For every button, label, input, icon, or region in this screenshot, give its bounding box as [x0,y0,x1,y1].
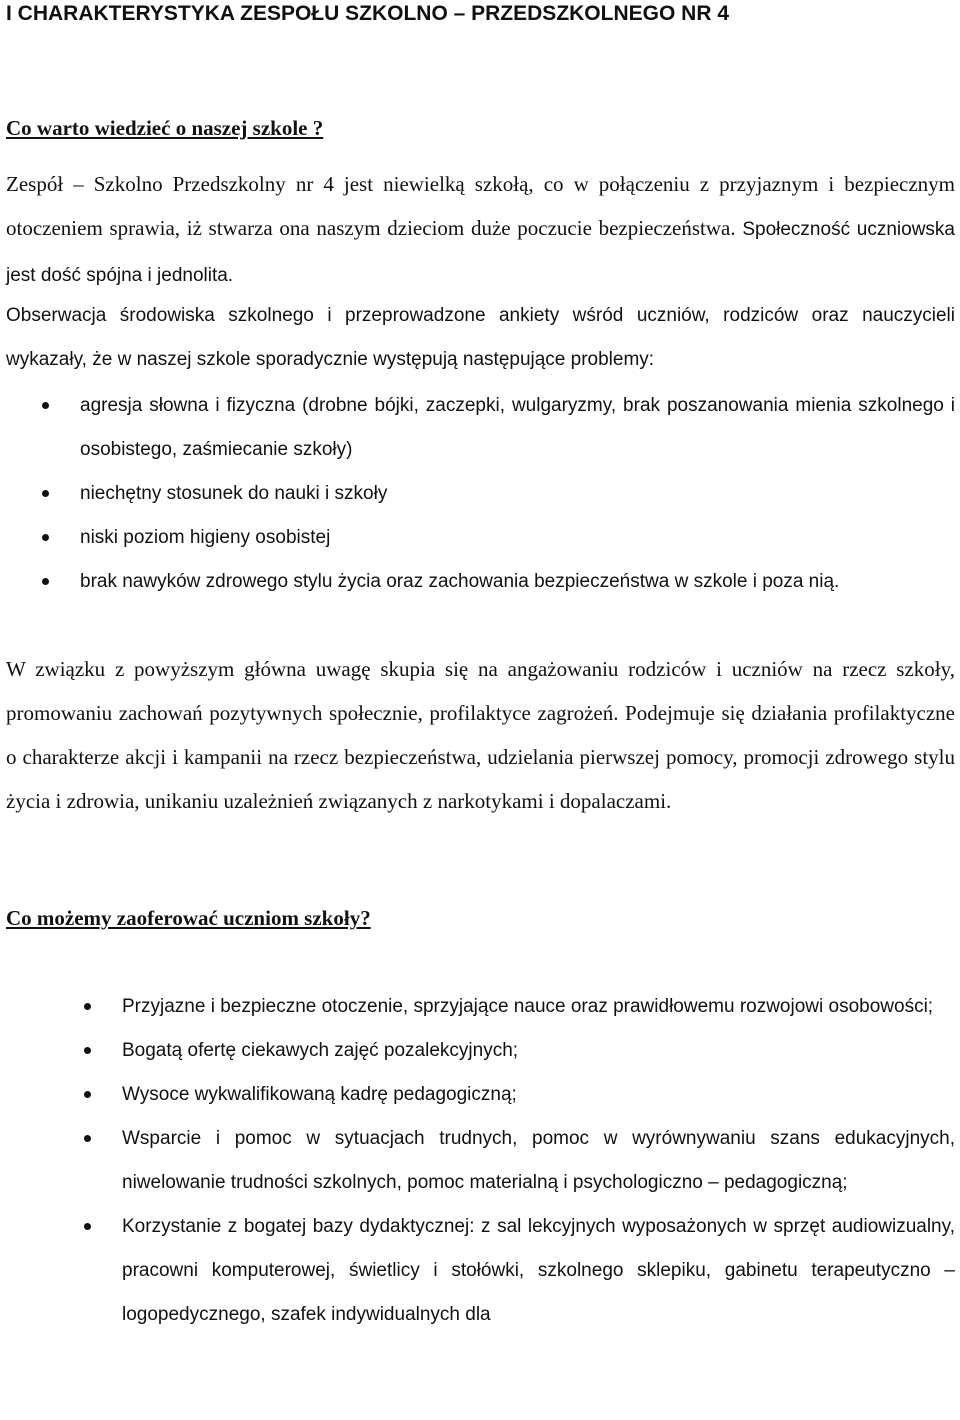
list-item-text: Wysoce wykwalifikowaną kadrę pedagogiczną; [122,1084,517,1105]
list-item [122,985,955,1029]
document-title: I CHARAKTERYSTYKA ZESPOŁU SZKOLNO – PRZEDSZKOLNEGO NR 4 [6,2,729,25]
intro-text: Zespół – Szkolno Przedszkolny nr 4 jest niewielką szkołą, co w połączeniu z przyjaznym i bezpiecznym otoczeniem sprawia, iż stwarza ona naszym dzieciom duże poczucie bezpieczeństwa. [6,172,955,240]
list-item-text: niski poziom higieny osobistej [80,527,331,548]
bullet-icon [42,490,49,497]
problems-list [80,384,955,604]
bullet-icon [84,1003,91,1010]
section-heading-about-school: Co warto wiedzieć o naszej szkole ? [6,116,324,140]
list-item-text: Przyjazne i bezpieczne otoczenie, sprzyjające nauce oraz prawidłowemu rozwojowi osobowości; [122,996,934,1017]
list-item-text: niechętny stosunek do nauki i szkoły [80,483,388,504]
list-item-text: Korzystanie z bogatej bazy dydaktycznej: z sal lekcyjnych wyposażonych w sprzęt audiowizualny, pracowni komputerowej, świetlicy i stołówki, szkolnego sklepiku, gabinetu terapeutyczno – logopedycznego, szafek indywidualnych dla [122,1216,955,1325]
list-item [80,516,955,560]
list-item-text: agresja słowna i fizyczna (drobne bójki, zaczepki, wulgaryzmy, brak poszanowania mienia szkolnego i osobistego, zaśmiecanie szkoły) [80,395,955,460]
list-item [122,1029,955,1073]
observation-paragraph: Obserwacja środowiska szkolnego i przeprowadzone ankiety wśród uczniów, rodziców oraz nauczycieli wykazały, że w naszej szkole sporadycznie występują następujące problemy: [6,305,955,370]
conclusion-paragraph: W związku z powyższym główna uwagę skupia się na angażowaniu rodziców i uczniów na rzecz szkoły, promowaniu zachowań pozytywnych społecznie, profilaktyce zagrożeń. Podejmuje się działania profilaktyczne o charakterze akcji i kampanii na rzecz bezpieczeństwa, udzielania pierwszej pomocy, promocji zdrowego stylu życia i zdrowia, unikaniu uzależnień związanych z narkotykami i dopalaczami. [6,657,955,813]
bullet-icon [42,534,49,541]
bullet-icon [84,1091,91,1098]
intro-community-text: Społeczność uczniowska jest dość spójna i jednolita. [6,219,956,286]
list-item-text: brak nawyków zdrowego stylu życia oraz zachowania bezpieczeństwa w szkole i poza nią. [80,571,840,592]
list-item-text: Wsparcie i pomoc w sytuacjach trudnych, pomoc w wyrównywaniu szans edukacyjnych, niwelowanie trudności szkolnych, pomoc materialną i psychologiczno – pedagogiczną; [122,1128,955,1193]
list-item [122,1117,955,1205]
list-item-text: Bogatą ofertę ciekawych zajęć pozalekcyjnych; [122,1040,519,1061]
bullet-icon [84,1047,91,1054]
bullet-icon [42,578,49,585]
bullet-icon [84,1135,91,1142]
bullet-icon [84,1223,91,1230]
list-item [80,384,955,472]
bullet-icon [42,402,49,409]
list-item [80,560,955,604]
list-item [122,1205,955,1337]
section-heading-offer: Co możemy zaoferować uczniom szkoły? [6,906,371,930]
offers-list [122,985,955,1337]
list-item [80,472,955,516]
list-item [122,1073,955,1117]
intro-paragraph [6,162,955,298]
